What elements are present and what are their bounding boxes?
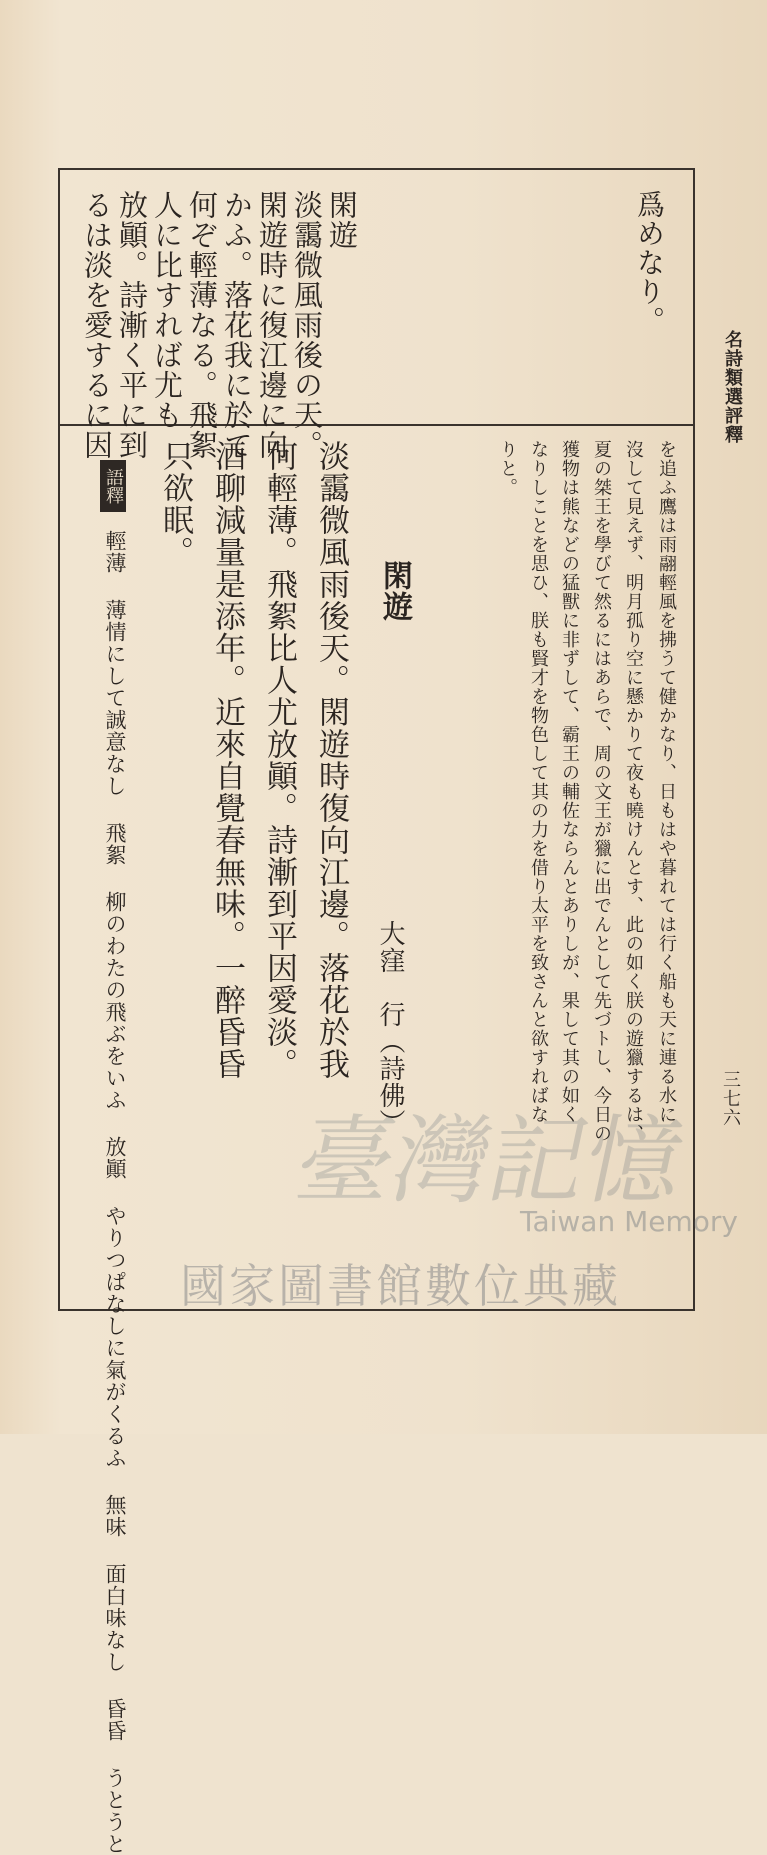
upper-box-line: るは淡を愛するに因 xyxy=(80,190,114,460)
watermark-english: Taiwan Memory xyxy=(520,1205,738,1238)
running-title: 名詩類選評釋 xyxy=(722,330,743,444)
poem-line: 酒聊減量是添年。近來自覺春無味。一醉昏昏 xyxy=(209,440,245,1080)
commentary-line: を追ふ鷹は雨翮輕風を拂うて健かなり、日もはや暮れては行く船も天に連る水に xyxy=(656,440,677,1124)
watermark-logo: 臺灣記憶 xyxy=(286,1105,695,1217)
poem-title: 閑遊 xyxy=(377,560,412,622)
upper-box-line: 淡靄微風雨後の天。 xyxy=(290,190,324,460)
poem-line: 淡靄微風雨後天。閑遊時復向江邊。落花於我 xyxy=(313,440,349,1080)
commentary-line: 夏の桀王を學びて然るにはあらで、周の文王が獵に出でんとして先づトし、今日の xyxy=(591,440,612,1143)
upper-box-title: 閑遊 xyxy=(325,190,359,250)
commentary-line: りと。 xyxy=(497,440,518,497)
commentary-first-line: 爲めなり。 xyxy=(633,190,666,335)
poem-line: 只欲眠。 xyxy=(157,440,193,568)
notes-label: 語釋 xyxy=(100,460,126,512)
commentary-line: 沒して見えず、明月孤り空に懸かりて夜も曉けんとす、此の如く朕の遊獵するは、 xyxy=(623,440,644,1143)
commentary-line: なりしことを思ひ、朕も賢才を物色して其の力を借り太平を致さんと欲すればな xyxy=(528,440,549,1124)
poem-line: 何輕薄。飛絮比人尤放顚。詩漸到平因愛淡。 xyxy=(261,440,297,1080)
commentary-line: 獲物は熊などの猛獸に非ずして、霸王の輔佐ならんとありしが、果して其の如く xyxy=(559,440,580,1124)
watermark-library: 國家圖書館數位典藏 xyxy=(180,1259,621,1313)
upper-box-line: 放顚。詩漸く平に到 xyxy=(115,190,149,460)
poem-author: 大窪 行（詩佛） xyxy=(375,920,405,1136)
notes-text: 輕薄 薄情にして誠意なし 飛絮 柳のわたの飛ぶをいふ 放顚 やりつぱなしに氣がくるふ 無味 面白味なし 昏昏 うとうと xyxy=(103,530,127,1855)
page-number: 三七六 xyxy=(720,1070,741,1127)
upper-box-line: 何ぞ輕薄なる。飛絮 xyxy=(185,190,219,460)
upper-box-line: 人に比すれば尤も xyxy=(150,190,184,430)
upper-box-line: かふ。落花我に於て xyxy=(220,190,254,460)
upper-box-line: 閑遊時に復江邊に向 xyxy=(255,190,289,460)
